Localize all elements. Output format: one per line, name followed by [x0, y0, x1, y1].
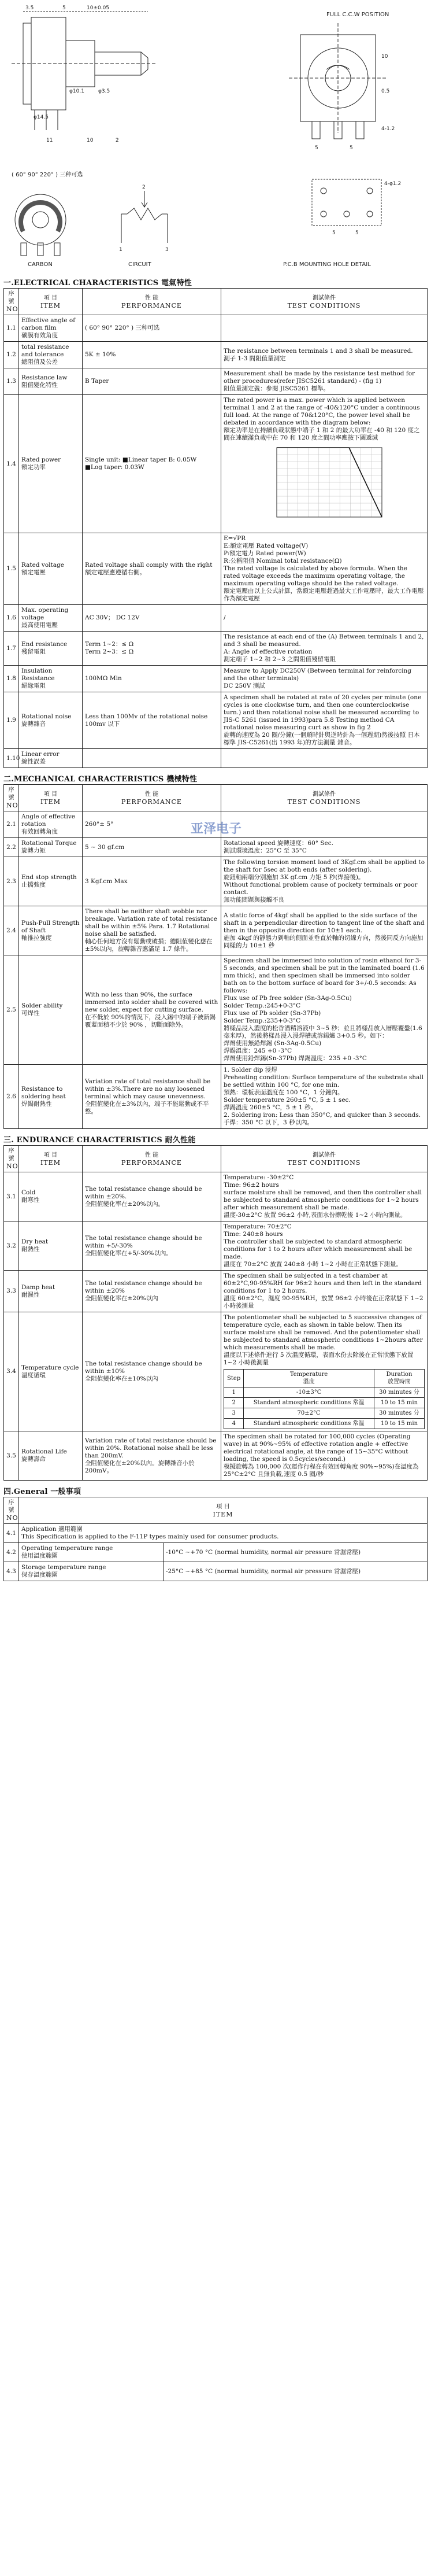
row-test-conditions: 1. Solder dip 浸焊 Preheating condition: Surface temperature of the substrate shall be settled within 100 °C, for one min. 預熱：環板表面溫度在 100 °C，1 分鐘內。 Solder temperature 260±5 °C, 5 ± 1 sec. 焊錫溫度 260±5 °C，5 ± 1 秒。 2. Soldering iron: Less than 350°C, and quicker than 3 seconds. 手焊：350 °C 以下，3 秒以內。	[221, 1065, 428, 1129]
row-number: 1.9	[4, 692, 19, 749]
row-number: 1.8	[4, 666, 19, 692]
full-ccw-position-label: FULL C.C.W POSITION	[326, 12, 389, 18]
temperature-cycle-table	[224, 1369, 425, 1429]
dim-label: 5	[355, 230, 359, 236]
dim-label: 10±0.05	[87, 5, 110, 11]
row-item: Resistance law 阻值變化特性	[19, 368, 83, 395]
row-item: Rotational Life 旋轉壽命	[19, 1431, 83, 1481]
row-test-conditions: Measure to Apply DC250V (Between terminal for reinforcing and the other terminals) DC 250V 測試	[221, 666, 428, 692]
dim-label: 2	[116, 138, 119, 143]
circuit-label: CIRCUIT	[128, 261, 151, 268]
header-no: 序號 NO	[4, 1146, 19, 1172]
row-item: total resistance and tolerance 總阻值及公差	[19, 342, 83, 368]
table-row	[4, 368, 428, 395]
circuit-drawing	[121, 191, 168, 243]
dim-label: 5	[350, 145, 353, 151]
row-item: Insulation Resistance 絕緣電阻	[19, 666, 83, 692]
table-row	[4, 1562, 428, 1581]
row-test-conditions: The resistance between terminals 1 and 3 shall be measured. 測子 1-3 間阻值量測定	[221, 342, 428, 368]
row-item: Linear error 線性誤差	[19, 749, 83, 768]
row-performance: The total resistance change should be within ±20% 全阻值變化率在±20%以內	[83, 1271, 221, 1312]
header-no: 序號 NO	[4, 289, 19, 315]
row-number: 1.7	[4, 632, 19, 666]
table-row	[4, 666, 428, 692]
row-item: Angle of effective rotation 有效回轉角度	[19, 811, 83, 838]
row-performance: The total resistance change should be within +5/-30% 全阻值變化率在+5/-30%以內。	[83, 1221, 221, 1271]
row-value: -25°C ~+85 °C (normal humidity, normal air pressure 常濕常壓)	[164, 1562, 428, 1581]
row-item: Damp heat 耐濕性	[19, 1271, 83, 1312]
temp-cycle-cell: 10 to 15 min	[374, 1398, 424, 1408]
row-test-conditions	[221, 811, 428, 838]
row-performance: B Taper	[83, 368, 221, 395]
temp-cycle-header: Step	[224, 1370, 244, 1387]
row-performance: The total resistance change should be within ±20%. 全阻值變化率在±20%以內。	[83, 1172, 221, 1221]
table-header-row	[4, 289, 428, 315]
table-row	[4, 315, 428, 342]
table-header-row	[4, 785, 428, 811]
row-number: 2.5	[4, 955, 19, 1065]
row-number: 1.10	[4, 749, 19, 768]
carbon-label: CARBON	[28, 261, 53, 268]
row-test-conditions: A specimen shall be rotated at rate of 20 cycles per minute (one cycles is one clockwise turn, and then one counterclockwise turn.) and then rotational noise shall be measured according to JIS-C 5261 (issued in 1993)para 5.8 Testing method CA rotational noise measuring curt as show in fig 2 旋轉的速度為 20 圈/分鐘(一個順時針與逆時針為一個週期)然後按照 日本標準 JIS-C5261(出 1993 年)的方法測量 雜音。	[221, 692, 428, 749]
temp-cycle-cell: 1	[224, 1387, 244, 1398]
row-item: Effective angle of carbon film 碳膜有效角度	[19, 315, 83, 342]
row-test-conditions: Measurement shall be made by the resistance test method for other procedures(refer JISC5261 standard) - (fig 1) 阻值量測定義：參閱 JISC5261 標準。	[221, 368, 428, 395]
header-item: 項 目 ITEM	[19, 785, 83, 811]
row-test-conditions	[221, 749, 428, 768]
row-number: 1.4	[4, 395, 19, 533]
temp-cycle-cell: 70±2°C	[244, 1408, 374, 1419]
table-row	[4, 1312, 428, 1431]
table-row	[4, 1172, 428, 1221]
dim-label: 3.5	[25, 5, 34, 11]
header-no: 序號 NO	[4, 785, 19, 811]
general-table	[3, 1497, 428, 1581]
table-row	[4, 1524, 428, 1543]
angle-options-label: ( 60° 90° 220° ) 三种可选	[12, 172, 83, 178]
row-performance: Variation rate of total resistance shall be within ±3%.There are no any loosened terminal which may cause unevenness. 全阻值變化在±3%以內，端子不能鬆動或不平整。	[83, 1065, 221, 1129]
dim-label: 4-φ1.2	[384, 181, 402, 187]
dim-label: φ10.1	[69, 88, 84, 94]
carbon-drawing	[15, 194, 66, 256]
row-performance: 5K ± 10%	[83, 342, 221, 368]
row-item: Solder ability 可焊性	[19, 955, 83, 1065]
dim-label: 10	[87, 138, 94, 143]
row-test-conditions: Temperature: -30±2°C Time: 96±2 hours surface moisture shall be removed, and then the controller shall be subjected to standard atmospheric conditions for 1~2 hours after which measurement shall be made. 溫度-30±2°C 放置 96±2 小時,表面水份擦乾後 1~2 小時內測量。	[221, 1172, 428, 1221]
circuit-pin-label: 3	[165, 247, 169, 253]
row-item: Rated power 額定功率	[19, 395, 83, 533]
dim-label: 4-1.2	[381, 126, 395, 132]
table-row	[4, 342, 428, 368]
temp-cycle-cell: 10 to 15 min	[374, 1419, 424, 1429]
row-performance: 260°± 5°	[83, 811, 221, 838]
table-row	[224, 1398, 425, 1408]
table-row	[4, 1543, 428, 1562]
table-row	[4, 1271, 428, 1312]
dim-label: 0.5	[381, 88, 390, 94]
row-performance: 3 Kgf.cm Max	[83, 857, 221, 906]
derating-chart	[261, 442, 388, 529]
row-item: Push-Pull Strength of Shaft 軸推拉強度	[19, 906, 83, 955]
general-section-title: 四.General 一般事項	[3, 1488, 81, 1496]
temp-cycle-cell: 30 minutes 分	[374, 1408, 424, 1419]
mechanical-section-title: 二.MECHANICAL CHARACTERISTICS 機械特性	[3, 775, 198, 784]
table-row	[4, 533, 428, 605]
dim-label: 10	[381, 54, 388, 60]
row-number: 3.2	[4, 1221, 19, 1271]
row-performance: 100MΩ Min	[83, 666, 221, 692]
table-row	[4, 955, 428, 1065]
header-performance: 性 能 PERFORMANCE	[83, 1146, 221, 1172]
endurance-table	[3, 1145, 428, 1481]
row-test-conditions: Rotational speed 旋轉速度：60° Sec. 測試環境溫度：25°C 至 35°C	[221, 838, 428, 857]
dim-label: 11	[46, 138, 53, 143]
dim-label: φ14.5	[34, 115, 49, 120]
table-row	[4, 857, 428, 906]
row-number: 2.1	[4, 811, 19, 838]
circuit-pin-label: 2	[142, 184, 146, 190]
row-item: Operating temperature range 使用溫度範圍	[19, 1543, 164, 1562]
header-item: 項 目 ITEM	[19, 1146, 83, 1172]
row-number: 2.3	[4, 857, 19, 906]
row-number: 1.1	[4, 315, 19, 342]
table-header-row	[4, 1497, 428, 1524]
endurance-section-title: 三. ENDURANCE CHARACTERISTICS 耐久性能	[3, 1136, 196, 1145]
table-row	[224, 1408, 425, 1419]
row-performance: ( 60° 90° 220° ) 三种可选	[83, 315, 221, 342]
row-test-conditions	[221, 315, 428, 342]
row-test-conditions: The potentiometer shall be subjected to 5 successive changes of temperature cycle, each as shown in table below. Then its surface moisture shall be removed. And the potentiometer shall be subjected to standard atmospheric conditions 1~2hours after which measurements shall be made. 溫度以下述條件進行 5 次溫度循環，表面水份去除後在正常狀態下放置 1~2 小時後測量 Step Temperature 溫度 Duration 放置時間 1 -10±3°C 30 minutes 分 2 Standard atmospheric conditions 常溫 10 to 15 min 3 70±2°C 30 minutes 分 4 Standard atmospheric conditions 常溫 10 to 15 min	[221, 1312, 428, 1431]
temp-cycle-cell: Standard atmospheric conditions 常溫	[244, 1398, 374, 1408]
row-test-conditions: Specimen shall be immersed into solution of rosin ethanol for 3-5 seconds, and specimen shall be put in the laminated board (1.6 mm thick), and then specimen shall be immersed into solder bath on to the bottom surface of board for 3+/-0.5 seconds: As follows: Flux use of Pb free solder (Sn-3Ag-0.5Cu) Solder Temp.:245+0-3°C Flux use of Pb solder (Sn-37Pb) Solder Temp.:235+0-3°C 將樣品浸入濃度的松香酒精溶液中 3~5 秒；並且將樣品放入層壓覆盤(1.6 毫米厚)，然後將樣品浸入浸焊槽或溶錫爐 3+0.5 秒。如下： 焊劑使用無鉛焊錫 (Sn-3Ag-0.5Cu) 焊錫溫度：245 +0 -3°C 焊劑使用鉛焊錫(Sn-37Pb) 焊錫溫度：235 +0 -3°C	[221, 955, 428, 1065]
row-number: 2.6	[4, 1065, 19, 1129]
row-number: 3.3	[4, 1271, 19, 1312]
header-test-conditions: 測試條件 TEST CONDITIONS	[221, 289, 428, 315]
row-item: Application 適用範圍 This Specification is applied to the F-11P types mainly used for consumer products.	[19, 1524, 428, 1543]
pcb-mounting-label: P.C.B MOUNTING HOLE DETAIL	[283, 261, 371, 268]
row-test-conditions: The specimen shall be rotated for 100,000 cycles (Operating wave) in at 90%~95% of effective rotation angle + effective electrical rotational angle, at the range of 15~35°C without loading, the speed is 0.5cycles/second.) 模擬旋轉為 100,000 次(運作行程在有效回轉角度 90%~95%)在溫度為 25°C±2°C 且無負載,速度 0.5 圈/秒	[221, 1431, 428, 1481]
row-number: 4.2	[4, 1543, 19, 1562]
row-performance: Rated voltage shall comply with the right 額定電壓應遵循右側。	[83, 533, 221, 605]
row-number: 4.3	[4, 1562, 19, 1581]
row-performance: 5 ~ 30 gf.cm	[83, 838, 221, 857]
side-view-drawing	[12, 12, 156, 130]
temp-cycle-header: Temperature 溫度	[244, 1370, 374, 1387]
row-test-conditions: A static force of 4kgf shall be applied to the side surface of the shaft in a perpendicular direction to tangent line of the shaft and then in the opposite direction for 10±1 each. 施加 4kgf 的靜態力到軸的側面並垂直於軸的切線方向，然後同反方向施加同樣的力 10±1 秒	[221, 906, 428, 955]
row-item: Dry heat 耐熱性	[19, 1221, 83, 1271]
table-row	[4, 1221, 428, 1271]
row-number: 2.4	[4, 906, 19, 955]
table-row	[4, 906, 428, 955]
dim-label: 5	[332, 230, 336, 236]
dim-label: φ3.5	[98, 88, 110, 94]
row-performance: With no less than 90%, the surface immersed into solder shall be covered with new solder, expect for cutting surface. 在不低於 90%的情況下，浸入錫中的端子被新錫覆蓋面積不少於 90% ，切斷面除外。	[83, 955, 221, 1065]
temp-cycle-cell: -10±3°C	[244, 1387, 374, 1398]
table-row	[4, 749, 428, 768]
temp-cycle-cell: 3	[224, 1408, 244, 1419]
table-row	[4, 692, 428, 749]
header-test-conditions: 測試條件 TEST CONDITIONS	[221, 1146, 428, 1172]
row-item: Temperature cycle 溫度循環	[19, 1312, 83, 1431]
row-performance: AC 30V； DC 12V	[83, 605, 221, 632]
row-number: 1.6	[4, 605, 19, 632]
electrical-table	[3, 288, 428, 768]
row-test-conditions: /	[221, 605, 428, 632]
dim-label: 5	[315, 145, 318, 151]
table-header-row	[224, 1370, 425, 1387]
table-row	[4, 838, 428, 857]
row-number: 3.5	[4, 1431, 19, 1481]
row-test-conditions: The following torsion moment load of 3Kgf.cm shall be applied to the shaft for 5sec at both ends (after soldering). 旋鈕軸兩端分別施加 3K gf.cm 力矩 5 秒(焊接後)。 Without functional problem cause of pockety terminals or poor contact. 無功能問題與接觸不良	[221, 857, 428, 906]
row-performance	[83, 749, 221, 768]
row-item: Rotational noise 旋轉雜音	[19, 692, 83, 749]
row-performance: Less than 100Mv of the rotational noise 100mv 以下	[83, 692, 221, 749]
row-item: Rotational Torque 旋轉力矩	[19, 838, 83, 857]
table-row	[224, 1419, 425, 1429]
row-performance: Single unit: ■Linear taper B: 0.05W ■Log taper: 0.03W	[83, 395, 221, 533]
electrical-section-title: 一.ELECTRICAL CHARACTERISTICS 電氣特性	[3, 279, 192, 287]
row-performance: The total resistance change should be within ±10% 全阻值變化率在±10%以內	[83, 1312, 221, 1431]
row-number: 3.4	[4, 1312, 19, 1431]
row-item: Rated voltage 額定電壓	[19, 533, 83, 605]
row-item: Max. operating voltage 最高使用電壓	[19, 605, 83, 632]
row-test-conditions: The rated power is a max. power which is applied between terminal 1 and 2 at the range of -40&120°C under a continuous full load. At the range of 70&120°C, the power level shall be debated in accordance with the diagram below: 額定功率是在持續負載狀態中端子 1 和 2 的最大功率在 -40 和 120 度之間在連續滿負載中在 70 和 120 度之間功率應按下圖遞減	[221, 395, 428, 533]
header-performance: 性 能 PERFORMANCE	[83, 785, 221, 811]
table-row	[224, 1387, 425, 1398]
row-performance: There shall be neither shaft wobble nor breakage. Variation rate of total resistance shall be within ±5% Para. 1.7 Rotational noise shall be satisfied. 軸心任何地方沒有鬆動或破損；總阻值變化應在 ±5%以內，旋轉雜音應滿足 1.7 條件。	[83, 906, 221, 955]
header-no: 序號 NO	[4, 1497, 19, 1524]
watermark-text: 亚泽电子	[191, 822, 242, 836]
row-test-conditions: The specimen shall be subjected in a test chamber at 60±2°C,90-95%RH for 96±2 hours and then left in the standard conditions for 1 to 2 hours. 溫度 60±2°C，濕度 90-95%RH，放置 96±2 小時後在正常狀態下 1~2 小時後測量	[221, 1271, 428, 1312]
row-number: 1.5	[4, 533, 19, 605]
dim-label: 5	[62, 5, 66, 11]
row-number: 1.2	[4, 342, 19, 368]
header-test-conditions: 測試條件 TEST CONDITIONS	[221, 785, 428, 811]
table-row	[4, 1431, 428, 1481]
header-item: 項 目 ITEM	[19, 289, 83, 315]
row-performance: Variation rate of total resistance should be within 20%. Rotational noise shall be less than 200mV. 全阻值變化在±20%以內。旋轉雜音小於 200mV。	[83, 1431, 221, 1481]
temp-cycle-cell: Standard atmospheric conditions 常溫	[244, 1419, 374, 1429]
row-number: 2.2	[4, 838, 19, 857]
row-number: 4.1	[4, 1524, 19, 1543]
row-item: Cold 耐寒性	[19, 1172, 83, 1221]
row-item: End resistance 殘留電阻	[19, 632, 83, 666]
table-row	[4, 1065, 428, 1129]
row-number: 1.3	[4, 368, 19, 395]
chart-wrapper	[224, 442, 425, 531]
header-performance: 性 能 PERFORMANCE	[83, 289, 221, 315]
row-test-conditions: The resistance at each end of the (A) Between terminals 1 and 2, and 3 shall be measured. A: Angle of effective rotation 測定端子 1~2 和 2~3 之間阻值殘留電阻	[221, 632, 428, 666]
temp-cycle-cell: 4	[224, 1419, 244, 1429]
temp-cycle-header: Duration 放置時間	[374, 1370, 424, 1387]
row-performance: Term 1~2：≤ Ω Term 2~3：≤ Ω	[83, 632, 221, 666]
table-header-row	[4, 1146, 428, 1172]
row-value: -10°C ~+70 °C (normal humidity, normal air pressure 常濕常壓)	[164, 1543, 428, 1562]
circuit-pin-label: 1	[119, 247, 122, 253]
row-item: Storage temperature range 保存溫度範圍	[19, 1562, 164, 1581]
row-item: End stop strength 止擋強度	[19, 857, 83, 906]
temp-cycle-cell: 2	[224, 1398, 244, 1408]
table-row	[4, 632, 428, 666]
row-test-conditions: Temperature: 70±2°C Time: 240±8 hours The controller shall be subjected to standard atmospheric conditions for 1 to 2 hours after which measurement shall be made. 溫度在 70±2°C 放置 240±8 小時 1~2 小時在正常狀態下測量。	[221, 1221, 428, 1271]
row-item: Resistance to soldering heat 焊錫耐熱性	[19, 1065, 83, 1129]
pcb-hole-drawing	[312, 179, 381, 226]
table-row	[4, 395, 428, 533]
row-number: 3.1	[4, 1172, 19, 1221]
table-row	[4, 605, 428, 632]
header-item: 項 目 ITEM	[19, 1497, 428, 1524]
temp-cycle-cell: 30 minutes 分	[374, 1387, 424, 1398]
row-test-conditions: E=√PR E:額定電壓 Rated voltage(V) P:額定電力 Rated power(W) R:公稱阻值 Nominal total resistance(Ω) The rated voltage is calculated by above formula. When the rated voltage exceeds the maximum operating voltage, the maximum operating voltage should be the rated voltage. 額定電壓由以上公式計算，當額定電壓超過最大工作電壓時，最大工作電壓作為額定電壓	[221, 533, 428, 605]
